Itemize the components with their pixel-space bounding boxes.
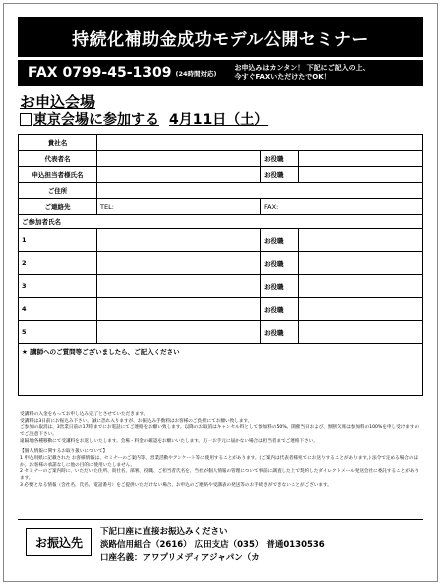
attendees-header-row <box>19 215 423 229</box>
privacy-line: 3 必要となる情報（会社名、氏名、電話番号）をご提供いただけない場合、お申込のご連絡や受講表の発送等のお手続きができないことがございます。 <box>20 482 332 488</box>
note-line: 受講料の入金をもってお申し込み完了とさせていただきます。 <box>20 412 149 417</box>
question-row <box>19 360 423 396</box>
fax-banner <box>18 60 423 86</box>
attendee-position-field[interactable] <box>299 298 423 321</box>
attendee-position-field[interactable] <box>299 275 423 298</box>
attendee-name-field[interactable] <box>97 252 261 275</box>
attendee-position-label: お役職 <box>261 229 299 252</box>
note-line: 遠隔地各種移動にて受講料をお返しいたします。会場・料金の確認をお願いいたします。万一お手元に届かない場合は担当者までご連絡下さい。 <box>20 438 318 444</box>
attendee-name-field[interactable] <box>97 298 261 321</box>
contact-person-position-field[interactable] <box>299 167 423 183</box>
attendee-name-field[interactable] <box>97 229 261 252</box>
attendee-position-field[interactable] <box>299 229 423 252</box>
note-line: ご参加の取消は、3営業日前の17時までにお電話にてご連絡をお願い致します。以降のお取消はキャンセル料として参加料の50%、開催当日および、無断欠席は参加料の100%を申し受けますのでご注意下さい。 <box>20 425 420 437</box>
attendee-row <box>19 321 423 344</box>
question-field[interactable] <box>19 360 423 396</box>
attendee-number: 2 <box>19 252 97 275</box>
attendee-row <box>19 252 423 275</box>
bank-account: 淡路信用組合（2616） 広田支店（035） 普通0130536 <box>100 539 325 550</box>
notes-section <box>20 412 420 489</box>
attendee-row <box>19 298 423 321</box>
attendee-position-label: お役職 <box>261 275 299 298</box>
attendee-name-field[interactable] <box>97 275 261 298</box>
attendee-number: 1 <box>19 229 97 252</box>
contact-label: ご連絡先 <box>19 199 97 215</box>
bank-instruction: 下記口座に直接お振込みください <box>100 527 228 537</box>
application-table <box>18 134 423 396</box>
contact-person-row <box>19 167 423 183</box>
divider <box>18 519 423 520</box>
seminar-title: 持続化補助金成功モデル公開セミナー <box>18 17 423 57</box>
venue-name: 東京会場に参加する <box>33 112 159 128</box>
address-label: ご住所 <box>19 183 97 199</box>
attendees-label: ご参加者氏名 <box>19 215 423 229</box>
attendee-row <box>19 229 423 252</box>
bank-account-holder: 口座名義：アワプリメディアジャパン（カ <box>100 552 260 563</box>
privacy-line: 2 セミナーのご案内時に、いただいた住所、貴社名、部署、役職、ご担当者氏名を、当社が個人情報の管理について事前に調査した上で契約したダイレクトメール発送会社に委託することがあります。 <box>20 469 420 481</box>
fax-message <box>235 64 370 82</box>
company-field[interactable] <box>97 135 423 151</box>
fax-label: FAX: <box>264 202 279 211</box>
representative-position-label: お役職 <box>261 151 299 167</box>
representative-position-field[interactable] <box>299 151 423 167</box>
venue-checkbox[interactable] <box>20 113 32 126</box>
fax-message-line1: お申込みはカンタン！ 下記にご記入の上、 <box>234 63 370 72</box>
bank-details <box>100 526 325 564</box>
fax-number: FAX 0799-45-1309 <box>28 65 172 81</box>
attendee-position-field[interactable] <box>299 252 423 275</box>
attendee-number: 5 <box>19 321 97 344</box>
attendee-number: 4 <box>19 298 97 321</box>
application-form-page <box>3 3 438 582</box>
fax-hours: (24時間対応) <box>175 69 217 78</box>
company-row <box>19 135 423 151</box>
contact-person-label: 申込担当者様氏名 <box>19 167 97 183</box>
attendee-row <box>19 275 423 298</box>
attendee-position-label: お役職 <box>261 298 299 321</box>
payment-label-box: お振込先 <box>26 528 92 556</box>
note-line: 受講料は3日前にお振込み下さい。誠に恐れ入りますが、お振込み手数料はお客様のご負担にてお願い致します。 <box>20 418 253 424</box>
representative-label: 代表者名 <box>19 151 97 167</box>
attendee-position-label: お役職 <box>261 321 299 344</box>
contact-row <box>19 199 423 215</box>
question-label: ★ 講師へのご質問等ございましたら、ご記入ください <box>19 344 423 360</box>
company-label: 貴社名 <box>19 135 97 151</box>
venue-line <box>20 109 268 129</box>
representative-row <box>19 151 423 167</box>
tel-field[interactable] <box>97 199 261 215</box>
question-header-row <box>19 344 423 360</box>
tel-label: TEL: <box>100 202 114 211</box>
address-row <box>19 183 423 199</box>
privacy-line: 1 申込用紙に記載された お客様情報は、セミナーのご案内等、営業活動やアンケート等に使用することがあります。(ご案内は代表者様宛てにお送りすることがあります。) 法令で定める場合のほか、お客様の承諾なしに他の目的に使用いたしません。 <box>20 455 419 468</box>
attendee-name-field[interactable] <box>97 321 261 344</box>
fax-message-line2: 今すぐFAXいただけたでOK！ <box>234 73 331 81</box>
address-field[interactable] <box>97 183 423 199</box>
attendee-number: 3 <box>19 275 97 298</box>
representative-field[interactable] <box>97 151 261 167</box>
fax-field[interactable] <box>261 199 423 215</box>
attendee-position-field[interactable] <box>299 321 423 344</box>
contact-person-position-label: お役職 <box>261 167 299 183</box>
application-heading: お申込会場 <box>20 93 96 111</box>
attendee-position-label: お役職 <box>261 252 299 275</box>
contact-person-field[interactable] <box>97 167 261 183</box>
venue-date: 4月11日（土） <box>169 112 269 128</box>
privacy-heading: 【個人情報に関するお取り扱いについて】 <box>20 449 108 455</box>
